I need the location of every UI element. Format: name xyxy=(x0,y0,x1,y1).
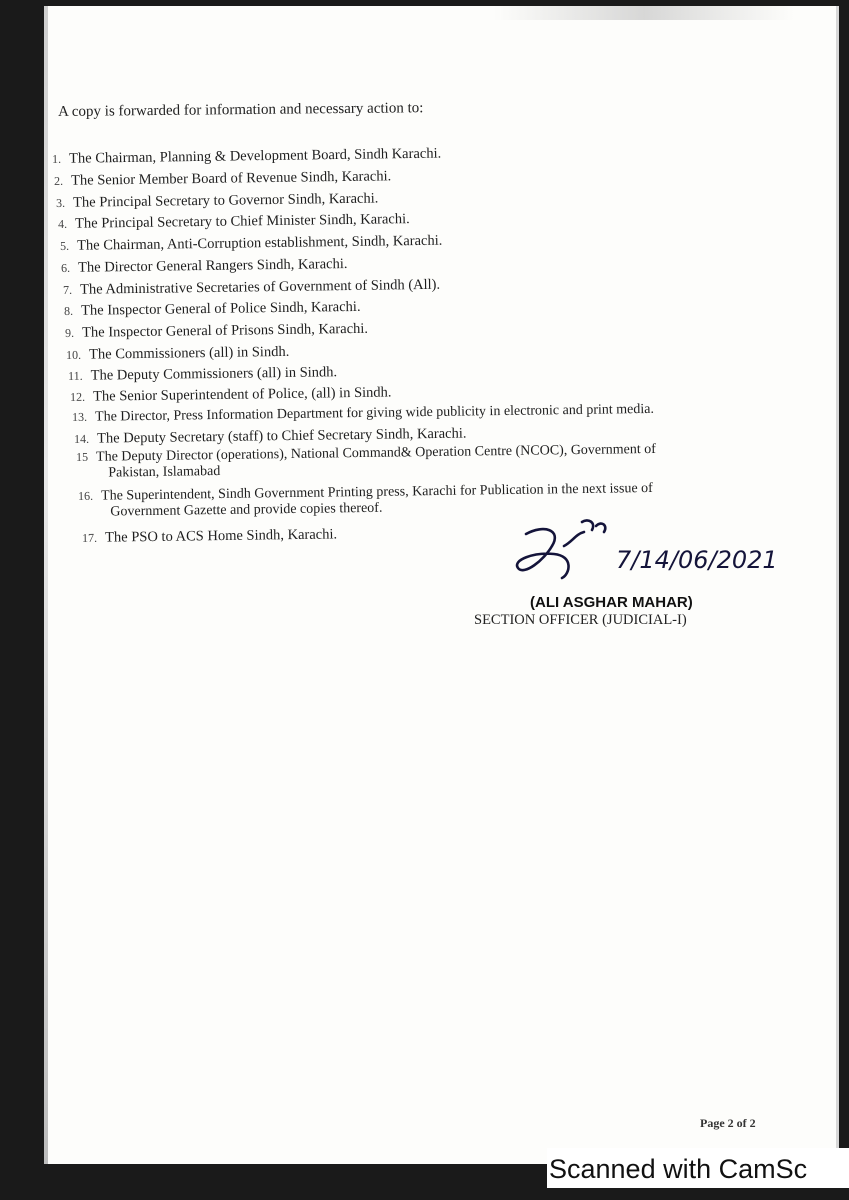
recipient-continuation: Government Gazette and provide copies thereof. xyxy=(110,500,383,520)
recipient-item xyxy=(58,211,410,233)
signatory-title: SECTION OFFICER (JUDICIAL-I) xyxy=(474,612,687,628)
camscanner-watermark xyxy=(547,1148,849,1188)
camscanner-watermark-text: Scanned with CamSc xyxy=(549,1154,808,1184)
handwritten-signature xyxy=(504,516,784,596)
recipient-number: 3. xyxy=(56,195,66,210)
recipient-text: The Director General Rangers Sindh, Karachi. xyxy=(77,256,348,276)
recipient-text: The Deputy Commissioners (all) in Sindh. xyxy=(90,364,338,384)
recipient-continuation: Pakistan, Islamabad xyxy=(108,463,221,481)
recipient-item xyxy=(78,481,653,521)
recipient-number: 11. xyxy=(68,368,83,383)
recipient-number: 17. xyxy=(82,530,98,545)
recipient-number: 4. xyxy=(58,216,68,231)
recipient-text: The Principal Secretary to Chief Minister Sindh, Karachi. xyxy=(74,211,410,232)
page-number: Page 2 of 2 xyxy=(700,1116,756,1130)
recipient-item xyxy=(54,168,391,190)
recipient-number: 13. xyxy=(72,409,88,424)
recipient-item xyxy=(56,191,378,212)
recipient-number: 15 xyxy=(76,449,89,464)
recipient-item xyxy=(76,442,656,482)
recipient-item xyxy=(61,256,348,277)
recipient-item xyxy=(70,385,392,406)
recipient-text: The Inspector General of Prisons Sindh, Karachi. xyxy=(81,320,369,341)
recipient-item xyxy=(60,233,442,255)
recipient-text: The Inspector General of Police Sindh, Karachi. xyxy=(80,298,361,319)
recipient-text: The Superintendent, Sindh Government Printing press, Karachi for Publication in the next issue of xyxy=(100,480,653,504)
recipient-item xyxy=(65,321,368,342)
recipient-text: The Chairman, Planning & Development Board, Sindh Karachi. xyxy=(68,145,442,167)
recipient-number: 6. xyxy=(61,260,71,275)
recipient-text: The Deputy Director (operations), National Command& Operation Centre (NCOC), Government of xyxy=(95,441,657,465)
recipient-number: 5. xyxy=(60,238,70,253)
signature-scribble-icon xyxy=(504,516,784,596)
recipient-text: The Chairman, Anti-Corruption establishment, Sindh, Karachi. xyxy=(76,232,443,254)
recipient-item xyxy=(63,277,440,299)
recipient-text: The Principal Secretary to Governor Sindh, Karachi. xyxy=(72,190,379,211)
recipient-item xyxy=(68,364,337,385)
recipient-text: The Deputy Secretary (staff) to Chief Secretary Sindh, Karachi. xyxy=(96,425,467,447)
recipient-number: 16. xyxy=(78,488,94,503)
recipient-text: The Administrative Secretaries of Government of Sindh (All). xyxy=(79,276,441,298)
scanned-document-page xyxy=(44,6,839,1164)
forwarding-intro: A copy is forwarded for information and necessary action to: xyxy=(58,100,424,120)
recipient-item xyxy=(72,402,654,426)
recipient-text: The Senior Superintendent of Police, (all) in Sindh. xyxy=(92,384,392,405)
recipient-item xyxy=(64,299,361,320)
recipient-number: 12. xyxy=(70,389,86,404)
scan-edge-right xyxy=(836,6,839,1164)
recipient-number: 8. xyxy=(64,303,74,318)
recipient-item xyxy=(82,526,337,547)
recipient-number: 9. xyxy=(65,325,75,340)
recipient-text: The Commissioners (all) in Sindh. xyxy=(88,343,290,363)
recipient-number: 10. xyxy=(66,347,82,362)
faint-header-bleed xyxy=(494,6,794,20)
signature-date: 7/14/06/2021 xyxy=(616,546,778,574)
recipient-number: 1. xyxy=(52,151,62,166)
recipient-text: The Senior Member Board of Revenue Sindh, Karachi. xyxy=(70,168,392,189)
recipient-text: The PSO to ACS Home Sindh, Karachi. xyxy=(104,526,338,546)
recipient-number: 7. xyxy=(63,282,73,297)
recipient-number: 2. xyxy=(54,173,64,188)
recipient-text: The Director, Press Information Department for giving wide publicity in electronic and print media. xyxy=(94,401,655,425)
recipient-item xyxy=(52,146,441,168)
recipient-number: 14. xyxy=(74,431,90,446)
signatory-name: (ALI ASGHAR MAHAR) xyxy=(530,594,693,611)
recipient-item xyxy=(66,344,289,364)
scan-edge-left xyxy=(44,6,48,1164)
